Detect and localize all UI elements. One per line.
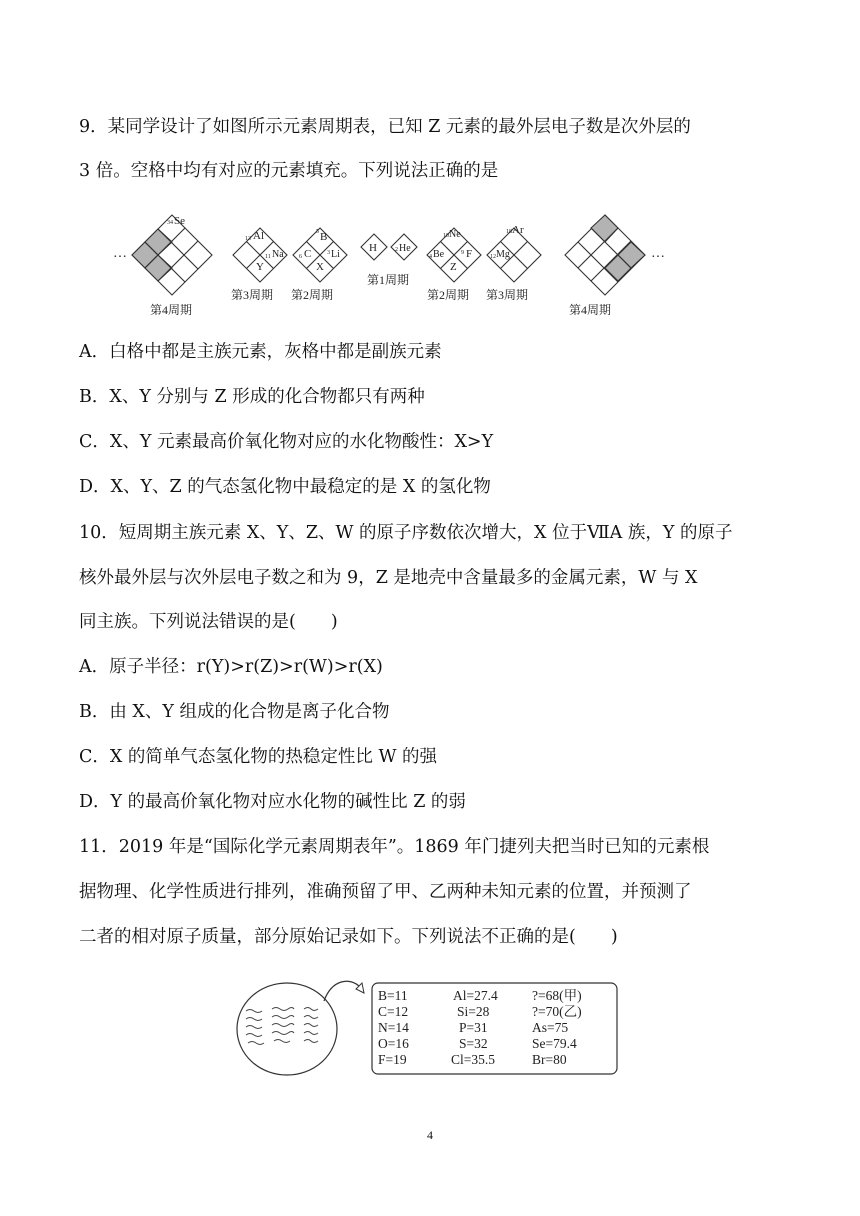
ellipsis-right: … <box>651 246 665 261</box>
cell-p: P=31 <box>459 1020 488 1035</box>
ne-number: 10 <box>443 233 449 239</box>
q10-option-b: B．由 X、Y 组成的化合物是离子化合物 <box>79 702 390 722</box>
q10-option-d: D．Y 的最高价氧化物对应水化物的碱性比 Z 的弱 <box>79 792 466 812</box>
li-symbol: Li <box>331 249 340 260</box>
cell-al: Al=27.4 <box>453 988 498 1003</box>
mg-number: 12 <box>490 254 496 260</box>
period2-right-label: 第2周期 <box>427 288 470 302</box>
h-symbol: H <box>369 242 377 254</box>
cell-f: F=19 <box>378 1052 407 1067</box>
cell-b: B=11 <box>378 988 408 1003</box>
cell-s: S=32 <box>459 1036 488 1051</box>
arrow-icon <box>324 981 360 1001</box>
cell-yi: ?=70(乙) <box>532 1004 582 1019</box>
b-number: 5 <box>316 229 319 235</box>
period2-left-label: 第2周期 <box>291 288 334 302</box>
ar-symbol: Ar <box>512 224 524 236</box>
q10-option-c: C．X 的简单气态氢化物的热稳定性比 W 的强 <box>79 747 438 767</box>
q9-option-b: B．X、Y 分别与 Z 形成的化合物都只有两种 <box>79 387 425 407</box>
q11-stem-line-3: 二者的相对原子质量，部分原始记录如下。下列说法不正确的是( ) <box>79 927 618 947</box>
period4-left-label: 第4周期 <box>150 303 193 317</box>
al-symbol: Al <box>253 230 264 242</box>
b-symbol: B <box>320 231 328 243</box>
q11-stem-line-1: 11．2019 年是“国际化学元素周期表年”。1869 年门捷列夫把当时已知的元素根 <box>79 837 710 857</box>
cell-se: Se=79.4 <box>532 1036 577 1051</box>
se-symbol: Se <box>174 215 185 227</box>
q9-option-a: A．白格中都是主族元素，灰格中都是副族元素 <box>79 342 442 362</box>
se-number: 34 <box>167 220 173 226</box>
period1-label: 第1周期 <box>367 273 410 287</box>
q9-stem-line-1: 9．某同学设计了如图所示元素周期表，已知 Z 元素的最外层电子数是次外层的 <box>79 117 691 137</box>
q10-stem-line-3: 同主族。下列说法错误的是( ) <box>79 612 338 632</box>
ellipsis-left: … <box>113 246 127 261</box>
period4-right-label: 第4周期 <box>569 303 612 317</box>
notebook-ellipse <box>237 983 337 1075</box>
q10-stem-line-1: 10．短周期主族元素 X、Y、Z、W 的原子序数依次增大，X 位于ⅦA 族，Y 的原子 <box>79 523 733 543</box>
page-number: 4 <box>427 1128 433 1142</box>
cell-cl: Cl=35.5 <box>451 1052 495 1067</box>
f-symbol: F <box>466 248 473 260</box>
cell-as: As=75 <box>532 1020 569 1035</box>
period3-left-label: 第3周期 <box>231 288 274 302</box>
q10-option-a: A．原子半径：r(Y)>r(Z)>r(W)>r(X) <box>79 657 383 677</box>
y-symbol: Y <box>256 261 264 273</box>
c-symbol: C <box>304 248 312 260</box>
cell-br: Br=80 <box>532 1052 567 1067</box>
c-number: 6 <box>299 254 302 260</box>
period3-right-label: 第3周期 <box>486 288 529 302</box>
z-symbol: Z <box>450 261 457 273</box>
be-number: 4 <box>429 254 432 260</box>
q11-stem-line-2: 据物理、化学性质进行排列，准确预留了甲、乙两种未知元素的位置，并预测了 <box>79 882 692 902</box>
na-number: 11 <box>265 254 271 260</box>
al-number: 13 <box>245 236 251 242</box>
ar-number: 18 <box>506 229 512 235</box>
x-symbol: X <box>316 261 324 273</box>
be-symbol: Be <box>433 249 445 260</box>
li-number: 3 <box>327 250 330 256</box>
q9-stem-line-2: 3 倍。空格中均有对应的元素填充。下列说法正确的是 <box>79 161 499 181</box>
cell-si: Si=28 <box>457 1004 490 1019</box>
q9-option-c: C．X、Y 元素最高价氧化物对应的水化物酸性：X>Y <box>79 432 494 452</box>
q9-option-d: D．X、Y、Z 的气态氢化物中最稳定的是 X 的氢化物 <box>79 477 491 497</box>
he-symbol: He <box>399 243 411 254</box>
periodic-table-figure <box>113 197 668 323</box>
he-number: 2 <box>395 247 398 253</box>
cell-jia: ?=68(甲) <box>532 988 582 1003</box>
mg-symbol: Mg <box>496 249 510 260</box>
ne-symbol: Ne <box>449 229 461 240</box>
f-number: 9 <box>461 250 464 256</box>
q10-stem-line-2: 核外最外层与次外层电子数之和为 9，Z 是地壳中含量最多的金属元素，W 与 X <box>79 568 698 588</box>
cell-n: N=14 <box>378 1020 409 1035</box>
cell-o: O=16 <box>378 1036 409 1051</box>
mendeleev-record-figure <box>232 965 622 1085</box>
cell-c: C=12 <box>378 1004 409 1019</box>
na-symbol: Na <box>272 249 284 260</box>
